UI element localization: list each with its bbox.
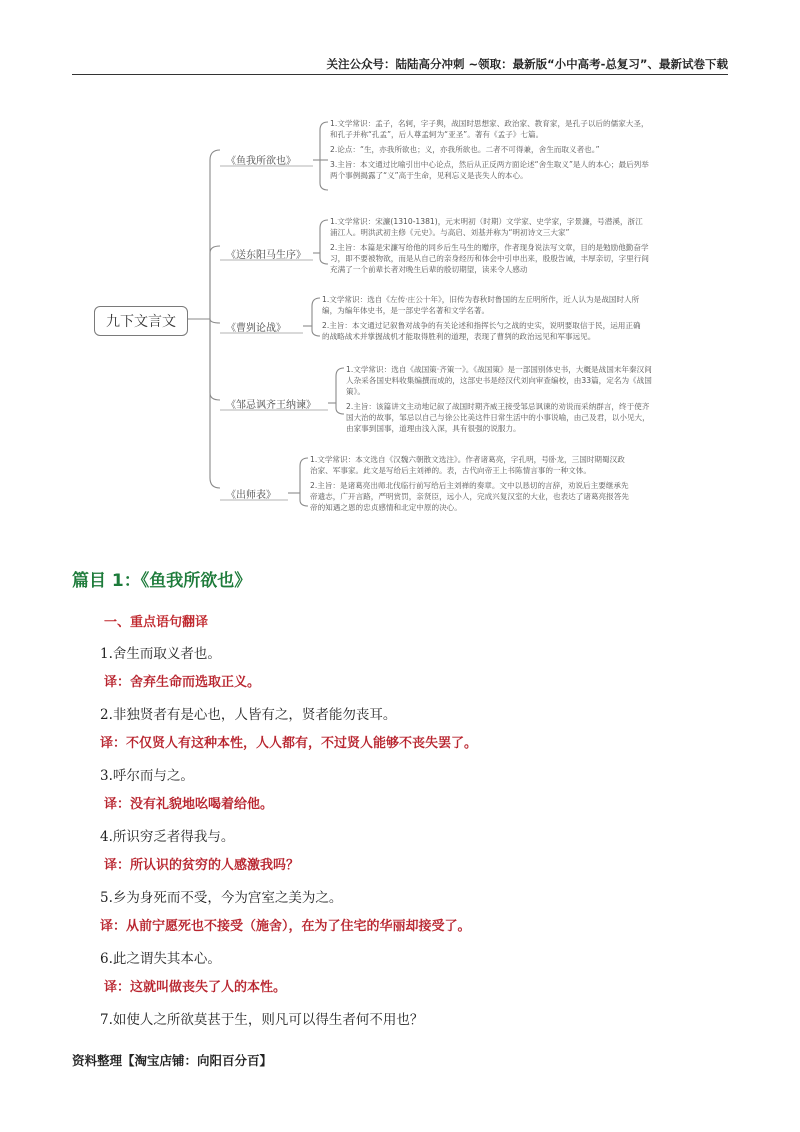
leaf-text: 2.主旨：该篇讲文主动地记叙了战国时期齐威王接受邹忌讽谏的劝说而采纳群言，终于使齐国大治的故事，邹忌以自己与徐公比美这件日常生活中的小事说喻，由己及君，以小见大，由家事到国事，道理由浅入深，具有很强的说服力。 bbox=[346, 402, 650, 433]
translation-4: 译：所认识的贫穷的人感激我吗？ bbox=[104, 858, 300, 873]
branch-cao-gui-lun-zhan: 《曹刿论战》 bbox=[226, 323, 286, 334]
translation-3: 译：没有礼貌地吆喝着给他。 bbox=[104, 797, 274, 812]
branch-5-leaves bbox=[310, 454, 630, 517]
sentence-2: 2.非独贤者有是心也，人皆有之，贤者能勿丧耳。 bbox=[100, 707, 397, 723]
leaf-text: 1.文学常识：孟子，名轲，字子舆，战国时思想家、政治家、教育家，是孔子以后的儒家大圣，和孔子并称“孔孟”，后人尊孟轲为“亚圣”。著有《孟子》七篇。 bbox=[330, 119, 649, 139]
leaf-text: 2.主旨：本文通过记叙鲁对战争的有关论述和指挥长勺之战的史实，说明要取信于民，运用正确的战略战术并掌握战机才能取得胜利的道理，表现了曹刿的政治远见和军事远见。 bbox=[322, 321, 641, 341]
branch-chu-shi-biao: 《出师表》 bbox=[226, 490, 276, 501]
branch-4-leaves bbox=[346, 364, 656, 438]
leaf-text: 3.主旨：本文通过比喻引出中心论点，然后从正反两方面论述“舍生取义”是人的本心；最后列举两个事例揭露了“义”高于生命，见利忘义是丧失人的本心。 bbox=[330, 160, 649, 180]
leaf-text: 1.文学常识：选自《左传·庄公十年》，旧传为春秋时鲁国的左丘明所作，近人认为是战国时人所编，为编年体史书，是一部史学名著和文学名著。 bbox=[322, 295, 640, 315]
leaf-text: 2.主旨：本篇是宋濂写给他的同乡后生马生的赠序，作者现身说法写文章，目的是勉励他勤奋学习，即不要被物欲，而是从自己的亲身经历和体会中引申出来，殷殷告诫，丰厚亲切，字里行间充满了一个前辈长者对晚生后辈的殷切期望，读来令人感动 bbox=[330, 243, 649, 274]
section-title: 篇目 1：《鱼我所欲也》 bbox=[72, 571, 252, 591]
branch-2-leaves bbox=[330, 216, 650, 279]
page-footer: 资料整理【淘宝店铺：向阳百分百】 bbox=[72, 1053, 273, 1068]
sentence-7: 7.如使人之所欲莫甚于生，则凡可以得生者何不用也？ bbox=[100, 1012, 424, 1028]
leaf-text: 2.论点：“生，亦我所欲也；义，亦我所欲也。二者不可得兼，舍生而取义者也。” bbox=[330, 145, 600, 154]
translation-5: 译：从前宁愿死也不接受（施舍），在为了住宅的华丽却接受了。 bbox=[100, 919, 471, 934]
mind-map bbox=[88, 108, 668, 538]
sentence-5: 5.乡为身死而不受，今为宫室之美为之。 bbox=[100, 890, 343, 906]
leaf-text: 1.文学常识：本文选自《汉魏六朝散文选注》。作者诸葛亮，字孔明，号卧龙，三国时期蜀汉政治家、军事家。此文是写给后主刘禅的。表，古代向帝王上书陈情言事的一种文体。 bbox=[310, 455, 625, 475]
translation-1: 译：舍弃生命而选取正义。 bbox=[104, 675, 261, 690]
translation-2: 译：不仅贤人有这种本性，人人都有，不过贤人能够不丧失罢了。 bbox=[100, 736, 478, 751]
sentence-1: 1.舍生而取义者也。 bbox=[100, 646, 221, 662]
branch-song-dongyang-masheng-xu: 《送东阳马生序》 bbox=[226, 250, 306, 261]
branch-yu-wo-suo-yu-ye: 《鱼我所欲也》 bbox=[226, 156, 296, 167]
sentence-4: 4.所识穷乏者得我与。 bbox=[100, 829, 235, 845]
branch-1-leaves bbox=[330, 118, 650, 185]
translation-list bbox=[100, 640, 740, 1035]
page-header: 关注公众号：陆陆高分冲刺 ~领取：最新版“小中高考-总复习”、最新试卷下载 bbox=[326, 57, 728, 71]
leaf-text: 2.主旨：是诸葛亮出师北伐临行前写给后主刘禅的奏章。文中以恳切的言辞，劝说后主要继承先帝遗志，广开言路，严明赏罚，亲贤臣，远小人，完成兴复汉室的大业，也表达了诸葛亮报答先帝的知遇之恩的忠贞感情和北定中原的决心。 bbox=[310, 481, 629, 512]
section-subtitle: 一、重点语句翻译 bbox=[104, 615, 209, 630]
leaf-text: 1.文学常识：宋濂(1310-1381)，元末明初（时期）文学家、史学家，字景濂，号潜溪，浙江浦江人。明洪武初主修《元史》。与高启、刘基并称为“明初诗文三大家” bbox=[330, 217, 643, 237]
branch-zou-ji-feng-qi-wang: 《邹忌讽齐王纳谏》 bbox=[226, 400, 316, 411]
translation-6: 译：这就叫做丧失了人的本性。 bbox=[104, 980, 287, 995]
sentence-3: 3.呼尔而与之。 bbox=[100, 768, 194, 784]
sentence-6: 6.此之谓失其本心。 bbox=[100, 951, 221, 967]
mind-map-root: 九下文言文 bbox=[94, 306, 188, 336]
header-divider bbox=[72, 74, 728, 75]
branch-3-leaves bbox=[322, 294, 642, 346]
leaf-text: 1.文学常识：选自《战国策·齐策一》。《战国策》是一部国别体史书，大概是战国末年秦汉间人杂采各国史料收集编撰而成的，这部史书是经汉代刘向审查编校，由33篇，定名为《战国策》。 bbox=[346, 365, 652, 396]
